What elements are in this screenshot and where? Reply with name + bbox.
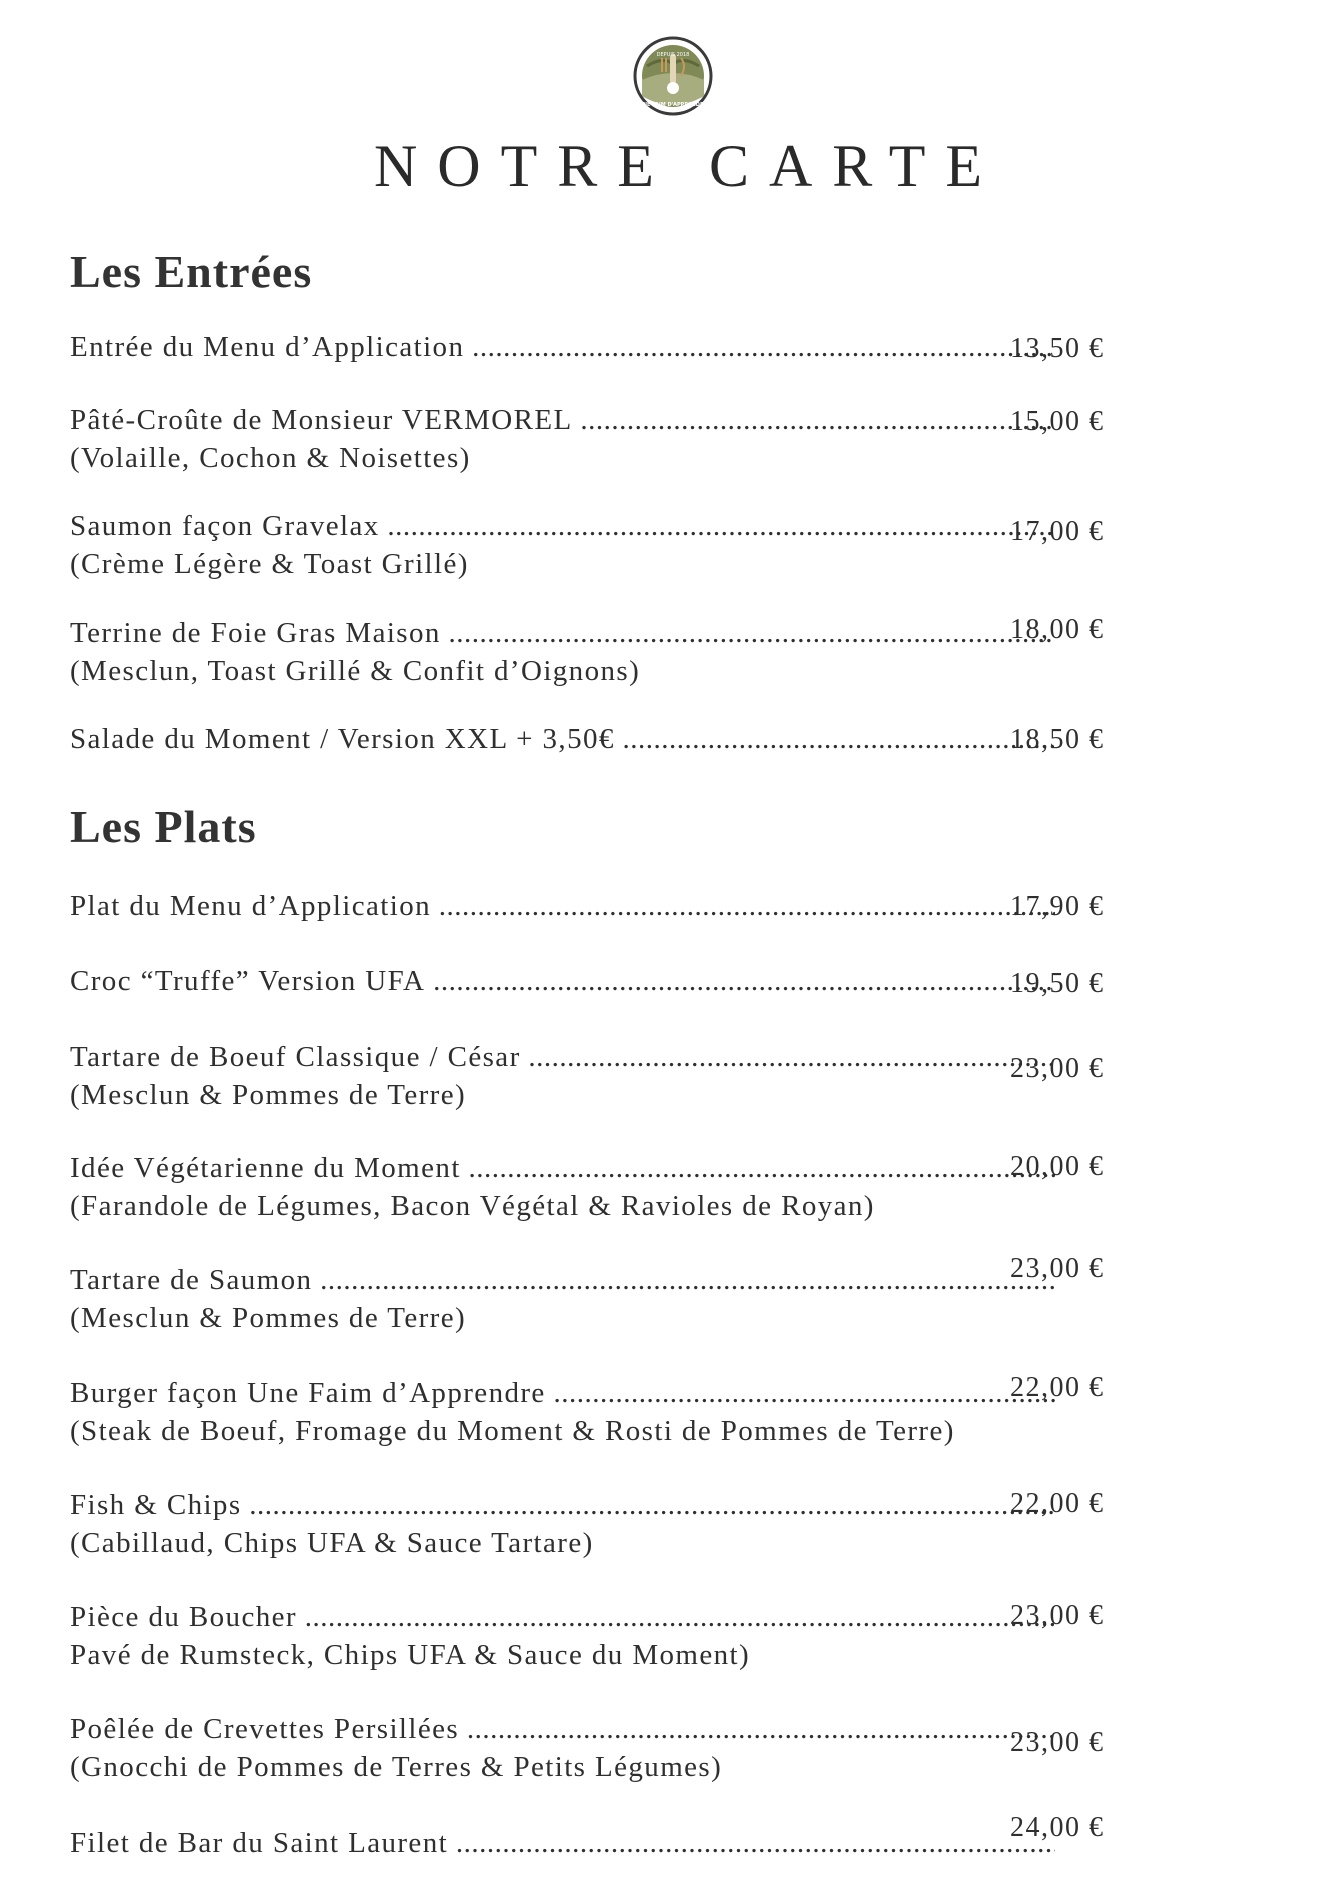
menu-item-name: Pièce du Boucher .....: [70, 1598, 1055, 1636]
menu-item-price: 20,00 €: [1010, 1151, 1105, 1182]
menu-item-price: 18,50 €: [1010, 724, 1105, 755]
menu-item-detail: (Mesclun, Toast Grillé & Confit d’Oignons): [70, 655, 641, 687]
menu-item-price: 17,00 €: [1010, 516, 1105, 547]
menu-item-name: Salade du Moment / Version XXL + 3,50€ .....: [70, 720, 1055, 758]
menu-item-price: 24,00 €: [1010, 1812, 1105, 1843]
menu-item-price: 19,50 €: [1010, 968, 1105, 999]
menu-item-name: Filet de Bar du Saint Laurent .....: [70, 1824, 1055, 1862]
menu-item-price: 23,00 €: [1010, 1600, 1105, 1631]
menu-item-name: Terrine de Foie Gras Maison .....: [70, 614, 1055, 652]
section-title-entrees: Les Entrées: [70, 246, 313, 297]
menu-item-price: 17,90 €: [1010, 891, 1105, 922]
menu-item-detail: (Mesclun & Pommes de Terre): [70, 1302, 467, 1334]
menu-item-price: 13,50 €: [1010, 333, 1105, 364]
menu-item-detail: Pavé de Rumsteck, Chips UFA & Sauce du Moment): [70, 1639, 751, 1671]
menu-item-price: 22,00 €: [1010, 1372, 1105, 1403]
restaurant-logo: [633, 36, 713, 116]
menu-item-name: Plat du Menu d’Application .....: [70, 887, 1055, 925]
menu-item-name: Burger façon Une Faim d’Apprendre .....: [70, 1374, 1055, 1412]
menu-item-detail: (Volaille, Cochon & Noisettes): [70, 442, 471, 474]
menu-item-name: Entrée du Menu d’Application .....: [70, 328, 1055, 366]
logo-emblem-icon: [633, 36, 713, 116]
menu-item-price: 23,00 €: [1010, 1727, 1105, 1758]
menu-item-name: Tartare de Boeuf Classique / César .....: [70, 1038, 1055, 1076]
menu-item-name: Saumon façon Gravelax .....: [70, 507, 1055, 545]
menu-item-price: 15,00 €: [1010, 406, 1105, 437]
logo-top-text: DEPUIS 2018: [656, 52, 690, 58]
menu-item-name: Pâté-Croûte de Monsieur VERMOREL .....: [70, 401, 1055, 439]
menu-item-price: 23,00 €: [1010, 1253, 1105, 1284]
menu-item-detail: (Steak de Boeuf, Fromage du Moment & Rosti de Pommes de Terre): [70, 1415, 955, 1447]
menu-item-name: Tartare de Saumon .....: [70, 1261, 1055, 1299]
menu-item-detail: (Crème Légère & Toast Grillé): [70, 548, 469, 580]
menu-item-name: Poêlée de Crevettes Persillées .....: [70, 1710, 1055, 1748]
menu-item-price: 22,00 €: [1010, 1488, 1105, 1519]
menu-item-detail: (Cabillaud, Chips UFA & Sauce Tartare): [70, 1527, 594, 1559]
menu-item-detail: (Mesclun & Pommes de Terre): [70, 1079, 467, 1111]
page-title: NOTRE CARTE: [373, 133, 1003, 199]
section-title-plats: Les Plats: [70, 801, 257, 852]
menu-item-price: 18,00 €: [1010, 614, 1105, 645]
menu-item-name: Fish & Chips .....: [70, 1486, 1055, 1524]
menu-item-price: 23,00 €: [1010, 1053, 1105, 1084]
menu-item-detail: (Gnocchi de Pommes de Terres & Petits Légumes): [70, 1751, 723, 1783]
menu-item-name: Idée Végétarienne du Moment .....: [70, 1149, 1055, 1187]
logo-bottom-text: UNE FAIM D'APPRENDRE: [638, 102, 708, 108]
menu-item-name: Croc “Truffe” Version UFA .....: [70, 962, 1055, 1000]
menu-item-detail: (Farandole de Légumes, Bacon Végétal & Ravioles de Royan): [70, 1190, 875, 1222]
